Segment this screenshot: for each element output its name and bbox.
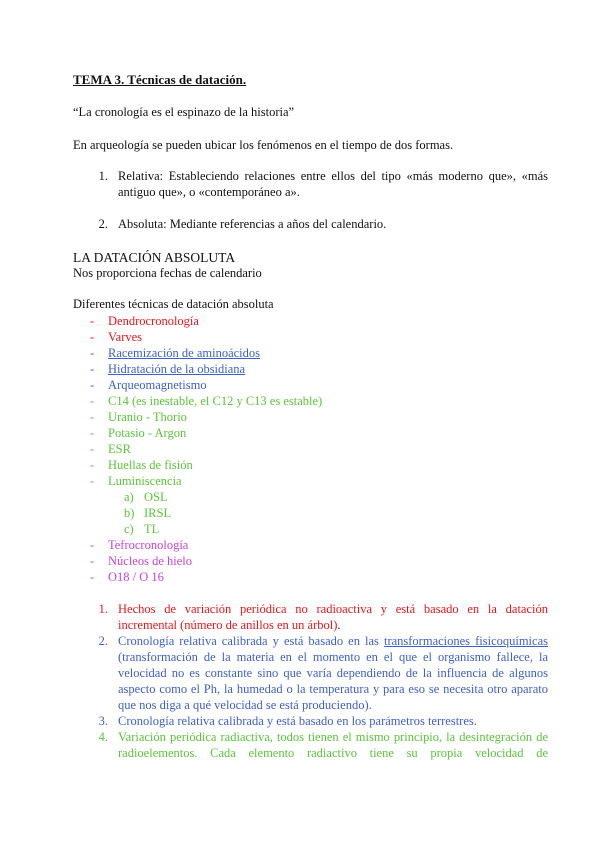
technique-link[interactable]: Racemización de aminoácidos — [108, 346, 261, 360]
sub-list-marker: c) — [124, 522, 134, 536]
technique-label: Luminiscencia — [108, 474, 182, 488]
explanation-text — [118, 601, 548, 633]
list-number: 4. — [98, 730, 108, 744]
list-bullet: - — [90, 474, 95, 488]
list-bullet: - — [90, 554, 95, 568]
technique-label: Huellas de fisión — [108, 458, 193, 472]
technique-label: Potasio - Argon — [108, 426, 187, 440]
list-number: 1. — [98, 169, 108, 183]
list-bullet: - — [90, 426, 95, 440]
technique-label: C14 (es inestable, el C12 y C13 es estable) — [108, 394, 323, 408]
list-bullet: - — [90, 538, 95, 552]
explanation-text-red: Hechos de variación periódica no radioactiva y está basado en la datación incremental (número de anillos en un árbol) — [118, 602, 548, 632]
technique-link[interactable]: Hidratación de la obsidiana — [108, 362, 246, 376]
explanation-text: Variación periódica radiactiva, todos tienen el mismo principio, la desintegración de radioelementos. Cada elemento radiactivo tiene su propia velocidad de — [118, 730, 548, 760]
list-bullet: - — [90, 346, 95, 360]
list-bullet: - — [90, 330, 95, 344]
explanation-end: . — [337, 618, 341, 632]
technique-label: ESR — [108, 442, 131, 456]
list-text: Relativa: Estableciendo relaciones entre ellos del tipo «más moderno que», «más antiguo que», o «contemporáneo a». — [118, 169, 548, 199]
list-number: 2. — [98, 634, 108, 648]
list-bullet: - — [90, 442, 95, 456]
explanation-text-pre: Cronología relativa calibrada y está basado en las — [118, 634, 384, 648]
intro-paragraph: En arqueología se pueden ubicar los fenómenos en el tiempo de dos formas. — [73, 138, 454, 152]
explanation-link[interactable]: transformaciones fisicoquímicas — [383, 634, 548, 648]
list-bullet: - — [90, 410, 95, 424]
explanation-text — [118, 633, 548, 713]
sub-list-marker: b) — [124, 506, 135, 520]
page-title: TEMA 3. Técnicas de datación. — [73, 72, 247, 87]
technique-label: Arqueomagnetismo — [108, 378, 207, 392]
list-text: Absoluta: Mediante referencias a años del calendario. — [118, 217, 387, 231]
technique-label: Núcleos de hielo — [108, 554, 193, 568]
quote: “La cronología es el espinazo de la historia” — [73, 105, 295, 119]
list-bullet: - — [90, 394, 95, 408]
list-number: 3. — [98, 714, 108, 728]
technique-label: Uranio - Thorio — [108, 410, 187, 424]
list-number: 2. — [98, 217, 108, 231]
list-bullet: - — [90, 362, 95, 376]
list-bullet: - — [90, 458, 95, 472]
sub-list-marker: a) — [124, 490, 134, 504]
list-bullet: - — [90, 378, 95, 392]
techniques-list-title: Diferentes técnicas de datación absoluta — [73, 297, 274, 311]
section-heading: LA DATACIÓN ABSOLUTA — [73, 250, 236, 265]
explanation-text-post: (transformación de la materia en el momento en el que el organismo fallece, la velocidad no es constante sino que varía dependiendo de la influencia de algunos aspecto como el Ph, la humedad o la temperatura y para eso se necesita otro aparato que nos diga a qué velocidad se está produciendo). — [118, 650, 548, 712]
explanation-text: Cronología relativa calibrada y está basado en los parámetros terrestres. — [118, 714, 477, 728]
technique-label: Dendrocronología — [108, 314, 199, 328]
sub-technique-label: OSL — [144, 490, 168, 504]
technique-label: Tefrocronología — [108, 538, 189, 552]
list-bullet: - — [90, 570, 95, 584]
technique-label: O18 / O 16 — [108, 570, 164, 584]
technique-label: Varves — [108, 330, 143, 344]
list-number: 1. — [98, 602, 108, 616]
list-bullet: - — [90, 314, 95, 328]
sub-technique-label: TL — [144, 522, 160, 536]
section-subheading: Nos proporciona fechas de calendario — [73, 266, 262, 280]
sub-technique-label: IRSL — [144, 506, 172, 520]
